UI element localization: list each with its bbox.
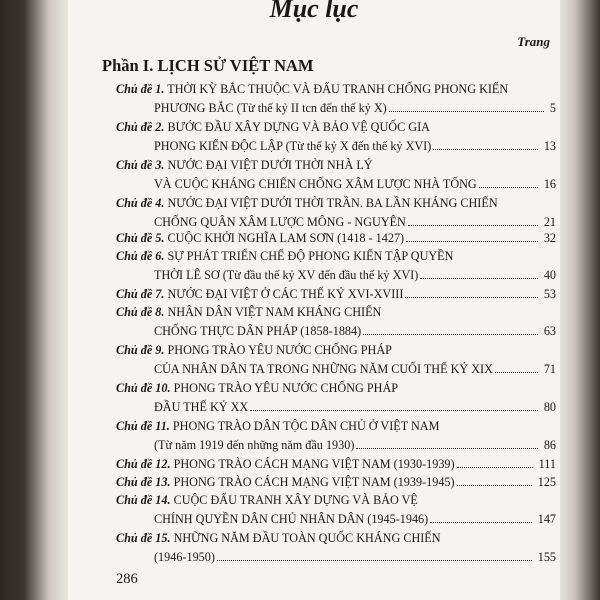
toc-entry-line — [116, 156, 556, 175]
topic-title: BƯỚC ĐẦU XÂY DỰNG VÀ BẢO VỆ QUỐC GIA — [167, 120, 430, 134]
page-ref: 63 — [542, 322, 556, 341]
toc-entry[interactable] — [116, 455, 556, 474]
topic-title-continued: VÀ CUỘC KHÁNG CHIẾN CHỐNG XÂM LƯỢC NHÀ TỐNG — [154, 177, 477, 191]
topic-title: NƯỚC ĐẠI VIỆT DƯỚI THỜI NHÀ LÝ — [167, 158, 373, 172]
toc-entry-line — [116, 194, 556, 213]
topic-title: THỜI KỲ BẮC THUỘC VÀ ĐẤU TRANH CHỐNG PHONG KIẾN — [167, 82, 509, 96]
page-title: Mục lục — [269, 0, 359, 23]
leader-dots — [433, 139, 538, 150]
topic-title-continued: PHƯƠNG BẮC (Từ thế kỷ II tcn đến thế kỷ X) — [154, 101, 387, 115]
topic-title: NƯỚC ĐẠI VIỆT DƯỚI THỜI TRẦN. BA LẦN KHÁNG CHIẾN — [167, 196, 498, 210]
toc-page — [68, 0, 560, 600]
leader-dots — [495, 362, 538, 373]
topic-title-continued: CỦA NHÂN DÂN TA TRONG NHỮNG NĂM CUỐI THẾ KỶ XIX — [154, 362, 493, 376]
toc-entry-line — [116, 303, 556, 322]
topic-title-continued: (Từ năm 1919 đến những năm đầu 1930) — [154, 438, 355, 452]
leader-dots — [405, 287, 537, 298]
topic-title: PHONG TRÀO DÂN TỘC DÂN CHỦ Ở VIỆT NAM — [172, 419, 440, 433]
toc-entry-line — [116, 417, 556, 436]
toc-entry-line — [116, 529, 556, 548]
page-ref: 53 — [542, 285, 556, 304]
toc-entry-line — [116, 510, 556, 529]
leader-dots — [250, 400, 538, 411]
topic-title: SỰ PHÁT TRIỂN CHẾ ĐỘ PHONG KIẾN TẬP QUYỀN — [167, 249, 454, 263]
topic-label: Chủ đề 12. — [116, 457, 171, 471]
page-ref: 125 — [536, 473, 556, 492]
toc-entry-line — [116, 137, 556, 156]
toc-entry[interactable] — [116, 473, 556, 492]
topic-label: Chủ đề 2. — [116, 120, 165, 134]
topic-title: PHONG TRÀO YÊU NƯỚC CHỐNG PHÁP — [173, 381, 399, 395]
toc-entry[interactable] — [116, 247, 556, 285]
toc-entry[interactable] — [116, 303, 556, 341]
page-column-label: Trang — [517, 34, 550, 49]
topic-label: Chủ đề 1. — [116, 82, 165, 96]
topic-title-continued: CHỐNG QUÂN XÂM LƯỢC MÔNG - NGUYÊN — [154, 215, 406, 229]
topic-title: NHÂN DÂN VIỆT NAM KHÁNG CHIẾN — [167, 305, 382, 319]
toc-entry[interactable] — [116, 491, 556, 529]
toc-entry[interactable] — [116, 417, 556, 455]
topic-title: CUỘC KHỞI NGHĨA LAM SƠN (1418 - 1427) — [167, 231, 405, 245]
toc-entry[interactable] — [116, 80, 556, 118]
toc-entry-line — [116, 229, 556, 248]
topic-label: Chủ đề 8. — [116, 305, 165, 319]
page-ref: 147 — [536, 510, 556, 529]
leader-dots — [430, 512, 532, 523]
topic-label: Chủ đề 9. — [116, 343, 165, 357]
leader-dots — [363, 324, 538, 335]
toc-entry-line — [116, 491, 556, 510]
toc-entry[interactable] — [116, 194, 556, 232]
toc-entry-line — [116, 118, 556, 137]
leader-dots — [457, 475, 532, 486]
book-edge-shadow — [558, 0, 600, 600]
page-ref: 16 — [542, 175, 556, 194]
toc-entry-line — [116, 360, 556, 379]
page-number: 286 — [116, 571, 138, 587]
toc-entry-line — [116, 436, 556, 455]
topic-title: NƯỚC ĐẠI VIỆT Ở CÁC THẾ KỶ XVI-XVIII — [167, 287, 404, 301]
toc-entry[interactable] — [116, 285, 556, 304]
topic-title: PHONG TRÀO YÊU NƯỚC CHỐNG PHÁP — [167, 343, 392, 357]
toc-entry-line — [116, 285, 556, 304]
toc-entry[interactable] — [116, 379, 556, 417]
toc-entry[interactable] — [116, 229, 556, 248]
toc-entry-line — [116, 379, 556, 398]
topic-label: Chủ đề 5. — [116, 231, 165, 245]
toc-entry[interactable] — [116, 156, 556, 194]
topic-title: PHONG TRÀO CÁCH MẠNG VIỆT NAM (1939-1945) — [173, 475, 455, 489]
leader-dots — [457, 457, 533, 468]
leader-dots — [389, 101, 544, 112]
toc-entry-line — [116, 99, 556, 118]
page-ref: 13 — [542, 137, 556, 156]
topic-title-continued: ĐẦU THẾ KỶ XX — [154, 400, 249, 414]
leader-dots — [479, 177, 538, 188]
leader-dots — [420, 268, 538, 279]
topic-label: Chủ đề 11. — [116, 419, 170, 433]
toc-entry-line — [116, 266, 556, 285]
toc-entry-line — [116, 548, 556, 567]
page-ref: 32 — [542, 229, 556, 248]
page-ref: 71 — [542, 360, 556, 379]
book-gutter-shadow — [0, 0, 70, 600]
topic-title: PHONG TRÀO CÁCH MẠNG VIỆT NAM (1930-1939) — [173, 457, 455, 471]
topic-label: Chủ đề 6. — [116, 249, 165, 263]
toc-entry-line — [116, 175, 556, 194]
topic-label: Chủ đề 13. — [116, 475, 171, 489]
toc-entry[interactable] — [116, 118, 556, 156]
toc-entry[interactable] — [116, 341, 556, 379]
toc-entry-line — [116, 473, 556, 492]
topic-title-continued: THỜI LÊ SƠ (Từ đầu thế kỷ XV đến đầu thế kỷ XVI) — [154, 268, 419, 282]
part-heading: Phần I. LỊCH SỬ VIỆT NAM — [102, 56, 314, 75]
topic-title: NHỮNG NĂM ĐẦU TOÀN QUỐC KHÁNG CHIẾN — [173, 531, 441, 545]
page-ref: 80 — [542, 398, 556, 417]
topic-label: Chủ đề 14. — [116, 493, 171, 507]
page-ref: 111 — [537, 455, 556, 474]
leader-dots — [217, 550, 532, 561]
page-ref: 86 — [542, 436, 556, 455]
topic-label: Chủ đề 7. — [116, 287, 165, 301]
page-ref: 21 — [542, 213, 556, 232]
topic-title-continued: CHỐNG THỰC DÂN PHÁP (1858-1884) — [154, 324, 362, 338]
toc-entry-line — [116, 322, 556, 341]
topic-title-continued: PHONG KIẾN ĐỘC LẬP (Từ thế kỷ X đến thế kỷ XVI) — [154, 139, 432, 153]
leader-dots — [356, 438, 537, 449]
topic-label: Chủ đề 3. — [116, 158, 165, 172]
topic-label: Chủ đề 4. — [116, 196, 165, 210]
leader-dots — [408, 215, 538, 226]
leader-dots — [406, 231, 538, 242]
toc-entry-line — [116, 80, 556, 99]
topic-title-continued: (1946-1950) — [154, 550, 215, 564]
topic-label: Chủ đề 10. — [116, 381, 171, 395]
toc-entry-line — [116, 247, 556, 266]
toc-entry[interactable] — [116, 529, 556, 567]
topic-title: CUỘC ĐẤU TRANH XÂY DỰNG VÀ BẢO VỆ — [173, 493, 418, 507]
page-ref: 155 — [536, 548, 556, 567]
page-ref: 5 — [548, 99, 556, 118]
page-ref: 40 — [542, 266, 556, 285]
toc-entry-line — [116, 341, 556, 360]
topic-title-continued: CHÍNH QUYỀN DÂN CHỦ NHÂN DÂN (1945-1946) — [154, 512, 429, 526]
topic-label: Chủ đề 15. — [116, 531, 171, 545]
toc-entry-line — [116, 398, 556, 417]
toc-entry-line — [116, 455, 556, 474]
